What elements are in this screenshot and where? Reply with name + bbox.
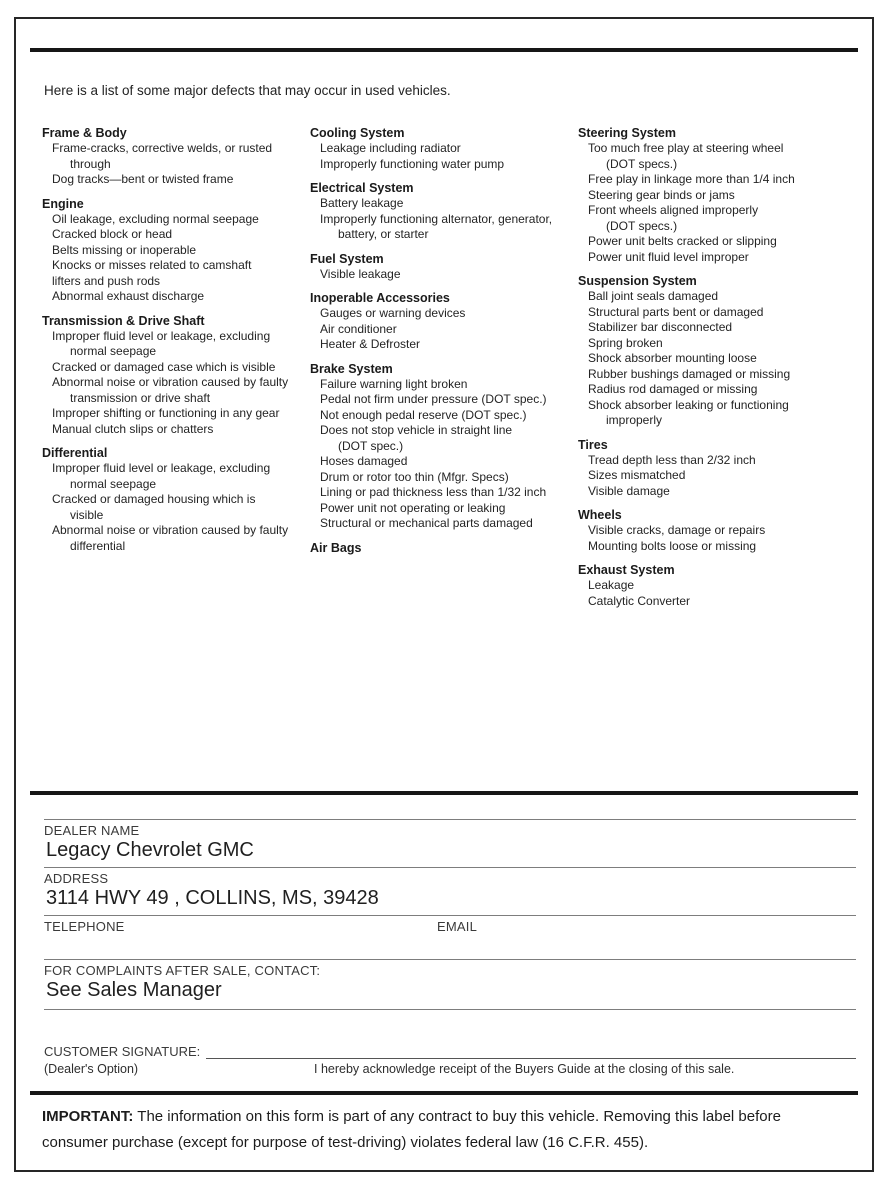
defect-category-title: Differential xyxy=(42,446,108,460)
defect-item-line: Radius rod damaged or missing xyxy=(588,382,758,396)
signature-sub-row xyxy=(44,1062,856,1076)
defect-item-line: Battery leakage xyxy=(320,196,404,210)
defect-item-line: Oil leakage, excluding normal seepage xyxy=(52,211,259,226)
defect-item-line: Abnormal noise or vibration caused by faulty xyxy=(52,523,289,537)
important-notice xyxy=(42,1104,846,1156)
email-label: EMAIL xyxy=(437,919,478,934)
defect-item-line: Air conditioner xyxy=(320,321,397,336)
telephone-label: TELEPHONE xyxy=(44,919,125,934)
defect-item-line: Manual clutch slips or chatters xyxy=(52,421,214,436)
defect-item-line: normal seepage xyxy=(70,344,157,358)
defects-column xyxy=(42,126,310,554)
defect-category-title: Cooling System xyxy=(310,126,405,140)
defect-item-line: Stabilizer bar disconnected xyxy=(588,320,733,334)
defect-item-line: Dog tracks—bent or twisted frame xyxy=(52,172,234,186)
defect-item-line: (DOT specs.) xyxy=(606,218,678,233)
defect-item-line: Abnormal noise or vibration caused by faulty xyxy=(52,375,289,389)
dealer-name-value: Legacy Chevrolet GMC xyxy=(46,839,254,861)
defect-item-line: Structural parts bent or damaged xyxy=(588,304,764,319)
defect-item-line: Power unit not operating or leaking xyxy=(320,500,506,515)
defect-item-line: Does not stop vehicle in straight line xyxy=(320,423,513,437)
defect-item-line: Abnormal exhaust discharge xyxy=(52,289,205,303)
defect-item-line: Visible damage xyxy=(588,483,670,498)
defect-item-line: Power unit belts cracked or slipping xyxy=(588,234,777,248)
dealers-option-note: (Dealer's Option) xyxy=(44,1062,139,1076)
intro-text: Here is a list of some major defects that may occur in used vehicles. xyxy=(44,83,451,98)
defect-item-line: Spring broken xyxy=(588,335,663,350)
defect-item-line: Gauges or warning devices xyxy=(320,306,466,320)
form-divider-rule xyxy=(30,791,858,795)
defect-item-line: Leakage xyxy=(588,578,635,592)
defect-item-line: Tread depth less than 2/32 inch xyxy=(588,452,756,467)
defect-category-title: Transmission & Drive Shaft xyxy=(42,313,205,328)
defect-item-line: Cracked or damaged housing which is xyxy=(52,492,256,506)
defects-columns xyxy=(42,126,872,791)
defect-item-line: transmission or drive shaft xyxy=(70,390,211,405)
defect-category-title: Frame & Body xyxy=(42,126,127,140)
acknowledgment-text: I hereby acknowledge receipt of the Buyers Guide at the closing of this sale. xyxy=(314,1062,735,1076)
defect-item-line: Cracked or damaged case which is visible xyxy=(52,359,276,374)
defect-item-line: Free play in linkage more than 1/4 inch xyxy=(588,172,795,186)
defect-item-line: normal seepage xyxy=(70,476,157,491)
defect-item-line: Leakage including radiator xyxy=(320,141,461,155)
defect-item-line: Belts missing or inoperable xyxy=(52,242,197,257)
defect-item-line: Mounting bolts loose or missing xyxy=(588,538,757,553)
defect-category-title: Tires xyxy=(578,437,608,452)
defect-item-line: improperly xyxy=(606,413,663,427)
important-label: IMPORTANT: xyxy=(42,1108,134,1125)
signature-line xyxy=(206,1046,856,1059)
defect-item-line: Visible leakage xyxy=(320,266,401,281)
defect-category-title: Fuel System xyxy=(310,251,384,266)
defect-item-line: Shock absorber mounting loose xyxy=(588,351,757,365)
address-value: 3114 HWY 49 , COLLINS, MS, 39428 xyxy=(46,887,379,909)
defect-item-line: Structural or mechanical parts damaged xyxy=(320,516,533,530)
defect-category-title: Engine xyxy=(42,196,84,211)
defect-category-title: Suspension System xyxy=(578,274,697,288)
defect-item-line: Visible cracks, damage or repairs xyxy=(588,523,766,537)
defect-item-line: Cracked block or head xyxy=(52,227,173,241)
defect-item-line: Drum or rotor too thin (Mfgr. Specs) xyxy=(320,469,509,484)
defect-item-line: Pedal not firm under pressure (DOT spec.) xyxy=(320,392,547,406)
defect-item-line: Ball joint seals damaged xyxy=(588,289,719,303)
defect-category-title: Inoperable Accessories xyxy=(310,291,450,305)
defect-item-line: Rubber bushings damaged or missing xyxy=(588,366,791,381)
defect-item-line: Lining or pad thickness less than 1/32 inch xyxy=(320,485,547,499)
defect-item-line: lifters and push rods xyxy=(52,273,161,288)
defect-item-line: Front wheels aligned improperly xyxy=(588,203,759,217)
important-text: The information on this form is part of any contract to buy this vehicle. Removing this label before consumer purchase (except for purpose of test-driving) violates federal law (16 C.F.R. 455). xyxy=(42,1108,781,1151)
complaints-field xyxy=(44,959,856,1010)
defect-category-title: Wheels xyxy=(578,508,622,522)
address-label: ADDRESS xyxy=(44,871,109,886)
complaints-value: See Sales Manager xyxy=(46,979,222,1001)
dealer-name-label: DEALER NAME xyxy=(44,823,140,838)
defect-category-title: Air Bags xyxy=(310,540,362,555)
top-divider-rule xyxy=(30,48,858,52)
defects-column xyxy=(578,126,846,609)
customer-signature-label: CUSTOMER SIGNATURE: xyxy=(44,1044,201,1059)
defect-item-line: Heater & Defroster xyxy=(320,337,421,351)
defect-item-line: Improper fluid level or leakage, excluding xyxy=(52,328,271,343)
address-field xyxy=(44,867,856,910)
defect-item-line: Power unit fluid level improper xyxy=(588,249,749,264)
defect-category-title: Electrical System xyxy=(310,181,414,195)
defect-item-line: Improper shifting or functioning in any gear xyxy=(52,406,280,420)
important-divider-rule xyxy=(30,1091,858,1095)
defect-category-title: Steering System xyxy=(578,126,676,140)
dealer-form xyxy=(44,819,856,1010)
defect-item-line: Steering gear binds or jams xyxy=(588,187,735,202)
defect-item-line: Not enough pedal reserve (DOT spec.) xyxy=(320,407,527,422)
defect-item-line: Improper fluid level or leakage, excluding xyxy=(52,461,271,475)
defect-item-line: Knocks or misses related to camshaft xyxy=(52,258,252,272)
defect-item-line: Too much free play at steering wheel xyxy=(588,141,784,155)
defect-item-line: Shock absorber leaking or functioning xyxy=(588,397,789,412)
defect-item-line: Failure warning light broken xyxy=(320,376,468,391)
defect-item-line: differential xyxy=(70,538,126,553)
defect-item-line: Sizes mismatched xyxy=(588,468,686,482)
defect-item-line: Improperly functioning water pump xyxy=(320,156,505,171)
telephone-email-field xyxy=(44,915,856,959)
defect-item-line: through xyxy=(70,156,111,171)
defect-item-line: Frame-cracks, corrective welds, or rusted xyxy=(52,141,273,155)
defect-item-line: battery, or starter xyxy=(338,227,429,241)
defect-item-line: Improperly functioning alternator, generator, xyxy=(320,211,553,226)
defect-item-line: Hoses damaged xyxy=(320,454,408,468)
defect-item-line: Catalytic Converter xyxy=(588,593,691,608)
defect-item-line: (DOT spec.) xyxy=(338,438,404,453)
defects-column xyxy=(310,126,578,556)
defect-category-title: Brake System xyxy=(310,361,393,376)
customer-signature-row xyxy=(44,1044,856,1059)
defect-item-line: (DOT specs.) xyxy=(606,156,678,171)
defect-category-title: Exhaust System xyxy=(578,563,675,577)
complaints-label: FOR COMPLAINTS AFTER SALE, CONTACT: xyxy=(44,963,321,978)
defect-item-line: visible xyxy=(70,507,104,522)
dealer-name-field xyxy=(44,819,856,862)
buyers-guide-page xyxy=(14,17,874,1172)
